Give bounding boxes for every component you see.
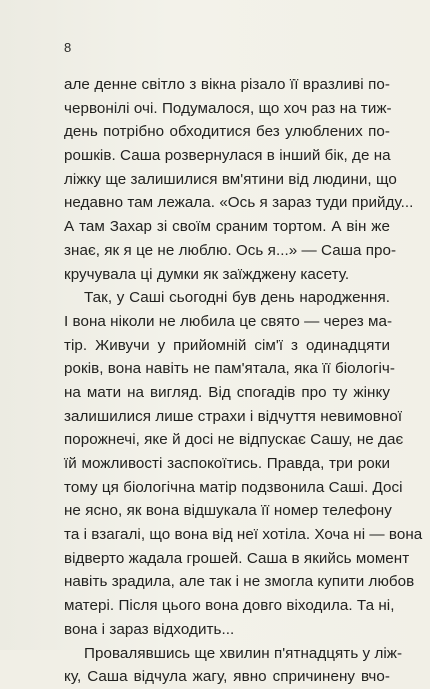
text-line: кручувала ці думки як заїжджену касету. xyxy=(64,265,350,283)
paragraph-3 xyxy=(64,642,403,689)
text-line: порожнечі, яке й досі не відпускає Сашу, не дає xyxy=(64,431,404,449)
text-line: Так, у Саші сьогодні був день народження. xyxy=(84,289,390,307)
text-line: недавно там лежала. «Ось я зараз туди прийду... xyxy=(64,194,414,212)
text-line: навіть зрадила, але так і не змогла купити любов xyxy=(64,573,415,591)
text-line: вона і зараз відходить... xyxy=(64,620,235,638)
paragraph-1 xyxy=(64,73,414,286)
text-line: років, вона навіть не пам'ятала, яка її біологіч- xyxy=(64,360,395,378)
text-line: відверто жадала грошей. Саша в якийсь момент xyxy=(64,549,410,567)
text-line: І вона ніколи не любила це свято — через ма- xyxy=(64,312,393,330)
text-line: матері. Після цього вона довго віходила. Та ні, xyxy=(64,597,395,615)
text-line: та і взагалі, що вона від неї хотіла. Хоча ні — вона xyxy=(64,526,423,544)
text-line: не ясно, як вона відшукала її номер телефону xyxy=(64,502,392,520)
text-line: Провалявшись ще хвилин п'ятнадцять у ліж- xyxy=(84,644,403,662)
text-line: А там Захар зі своїм сраним тортом. А він же xyxy=(64,218,390,236)
text-line: день потрібно обходитися без улюблених по- xyxy=(64,123,390,141)
text-line: але денне світло з вікна різало її вразливі по- xyxy=(64,76,390,93)
text-line: ліжку ще залишилися вм'ятини від людини, що xyxy=(64,170,397,188)
body-text xyxy=(64,73,423,689)
text-line: тому ця біологічна матір подзвонила Саші. Досі xyxy=(64,478,403,496)
text-line: рошків. Саша розвернулася в інший бік, де на xyxy=(64,147,391,165)
text-line: знає, як я це не люблю. Ось я...» — Саша про- xyxy=(64,241,397,259)
text-line: їй можливості заспокоїтись. Правда, три роки xyxy=(64,455,390,472)
text-line: залишилися лише страхи і відчуття невимовної xyxy=(64,407,403,425)
page-number: 8 xyxy=(64,40,72,55)
text-line: на мати на вигляд. Від спогадів про ту жінку xyxy=(64,383,390,401)
text-line: ку, Саша відчула жагу, явно спричинену вчо- xyxy=(64,668,390,686)
text-line: тір. Живучи у прийомній сім'ї з одинадцяти xyxy=(64,336,390,354)
text-line: червонілі очі. Подумалося, що хоч раз на тиж- xyxy=(64,99,392,117)
paragraph-2 xyxy=(64,286,423,641)
